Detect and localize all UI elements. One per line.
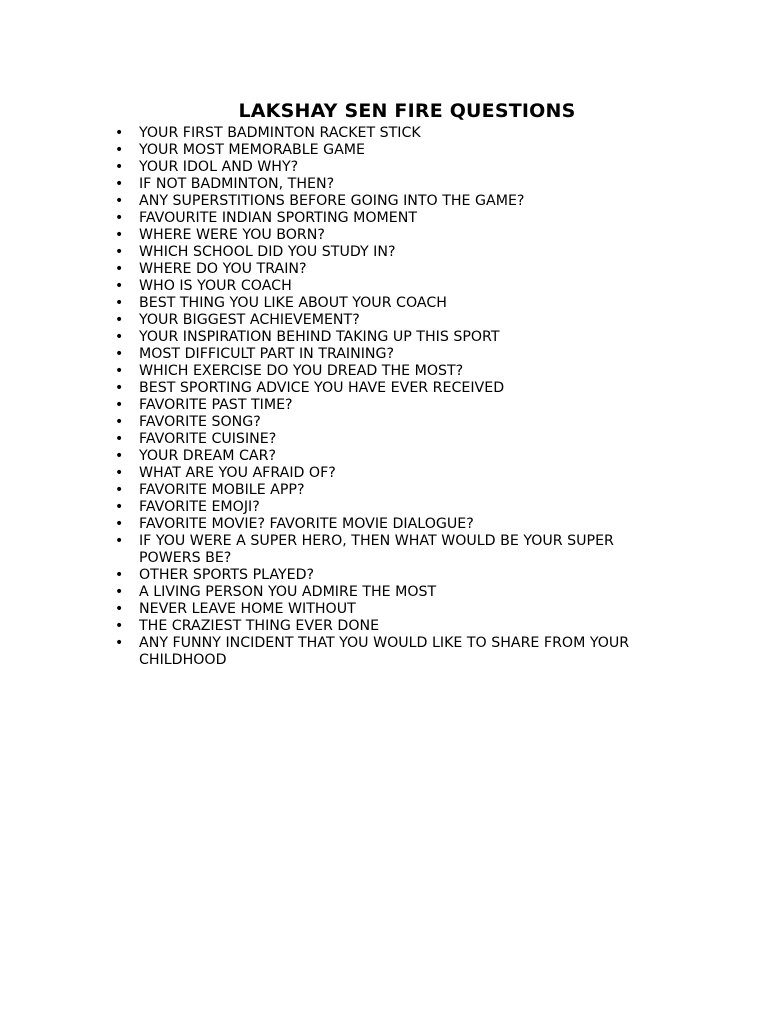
bullet-icon: • [115, 329, 124, 345]
bullet-icon: • [115, 363, 124, 379]
question-text: WHERE DO YOU TRAIN? [139, 261, 307, 277]
question-text: OTHER SPORTS PLAYED? [139, 567, 315, 583]
question-item [0, 397, 768, 414]
question-item [0, 312, 768, 329]
question-text: YOUR BIGGEST ACHIEVEMENT? [139, 312, 360, 328]
question-item [0, 465, 768, 482]
bullet-icon: • [115, 567, 124, 583]
bullet-icon: • [115, 193, 124, 209]
bullet-icon: • [115, 414, 124, 430]
question-text: FAVOURITE INDIAN SPORTING MOMENT [139, 210, 417, 226]
question-text: YOUR INSPIRATION BEHIND TAKING UP THIS SPORT [139, 329, 500, 345]
question-text: YOUR FIRST BADMINTON RACKET STICK [139, 125, 421, 141]
bullet-icon: • [115, 159, 124, 175]
question-item [0, 414, 768, 431]
question-item [0, 125, 768, 142]
question-text: WHO IS YOUR COACH [139, 278, 292, 294]
bullet-icon: • [115, 482, 124, 498]
question-text: FAVORITE PAST TIME? [139, 397, 293, 413]
bullet-icon: • [115, 295, 124, 311]
question-text: MOST DIFFICULT PART IN TRAINING? [139, 346, 395, 362]
question-text: YOUR DREAM CAR? [139, 448, 277, 464]
question-item [0, 448, 768, 465]
bullet-icon: • [115, 601, 124, 617]
question-item [0, 431, 768, 448]
question-item [0, 363, 768, 380]
bullet-icon: • [115, 448, 124, 464]
bullet-icon: • [115, 244, 124, 260]
question-item [0, 244, 768, 261]
question-text: BEST THING YOU LIKE ABOUT YOUR COACH [139, 295, 447, 311]
question-item [0, 295, 768, 312]
question-text: FAVORITE EMOJI? [139, 499, 260, 515]
bullet-icon: • [115, 227, 124, 243]
question-item [0, 278, 768, 295]
question-item [0, 482, 768, 499]
bullet-icon: • [115, 380, 124, 396]
bullet-icon: • [115, 346, 124, 362]
question-item [0, 227, 768, 244]
question-text: IF NOT BADMINTON, THEN? [139, 176, 335, 192]
question-text: FAVORITE CUISINE? [139, 431, 277, 447]
bullet-icon: • [115, 618, 124, 634]
question-list [0, 125, 768, 669]
question-item [0, 618, 768, 635]
question-item [0, 176, 768, 193]
bullet-icon: • [115, 261, 124, 277]
question-item [0, 516, 768, 533]
question-item [0, 261, 768, 278]
question-item [0, 601, 768, 618]
question-text: WHICH EXERCISE DO YOU DREAD THE MOST? [139, 363, 464, 379]
bullet-icon: • [115, 125, 124, 141]
question-text: IF YOU WERE A SUPER HERO, THEN WHAT WOULD BE YOUR SUPER POWERS BE? [139, 533, 614, 566]
question-item [0, 193, 768, 210]
question-text: FAVORITE MOBILE APP? [139, 482, 305, 498]
question-text: YOUR IDOL AND WHY? [139, 159, 299, 175]
bullet-icon: • [115, 499, 124, 515]
question-text: FAVORITE MOVIE? FAVORITE MOVIE DIALOGUE? [139, 516, 474, 532]
bullet-icon: • [115, 516, 124, 532]
question-item [0, 159, 768, 176]
question-item [0, 329, 768, 346]
question-item [0, 142, 768, 159]
question-text: FAVORITE SONG? [139, 414, 261, 430]
bullet-icon: • [115, 142, 124, 158]
question-item [0, 635, 768, 669]
bullet-icon: • [115, 176, 124, 192]
bullet-icon: • [115, 278, 124, 294]
question-text: NEVER LEAVE HOME WITHOUT [139, 601, 356, 617]
bullet-icon: • [115, 312, 124, 328]
question-item [0, 346, 768, 363]
question-item [0, 584, 768, 601]
bullet-icon: • [115, 397, 124, 413]
bullet-icon: • [115, 533, 124, 549]
bullet-icon: • [115, 465, 124, 481]
question-text: BEST SPORTING ADVICE YOU HAVE EVER RECEIVED [139, 380, 505, 396]
question-text: A LIVING PERSON YOU ADMIRE THE MOST [139, 584, 437, 600]
bullet-icon: • [115, 584, 124, 600]
question-text: WHICH SCHOOL DID YOU STUDY IN? [139, 244, 396, 260]
question-text: WHERE WERE YOU BORN? [139, 227, 325, 243]
question-text: ANY SUPERSTITIONS BEFORE GOING INTO THE GAME? [139, 193, 525, 209]
question-text: THE CRAZIEST THING EVER DONE [139, 618, 380, 634]
document-title: LAKSHAY SEN FIRE QUESTIONS [238, 99, 576, 122]
bullet-icon: • [115, 431, 124, 447]
question-item [0, 499, 768, 516]
question-text: WHAT ARE YOU AFRAID OF? [139, 465, 336, 481]
question-text: YOUR MOST MEMORABLE GAME [139, 142, 366, 158]
bullet-icon: • [115, 635, 124, 651]
question-text: ANY FUNNY INCIDENT THAT YOU WOULD LIKE TO SHARE FROM YOUR CHILDHOOD [139, 635, 630, 668]
bullet-icon: • [115, 210, 124, 226]
question-item [0, 533, 768, 567]
question-item [0, 380, 768, 397]
question-item [0, 567, 768, 584]
question-item [0, 210, 768, 227]
